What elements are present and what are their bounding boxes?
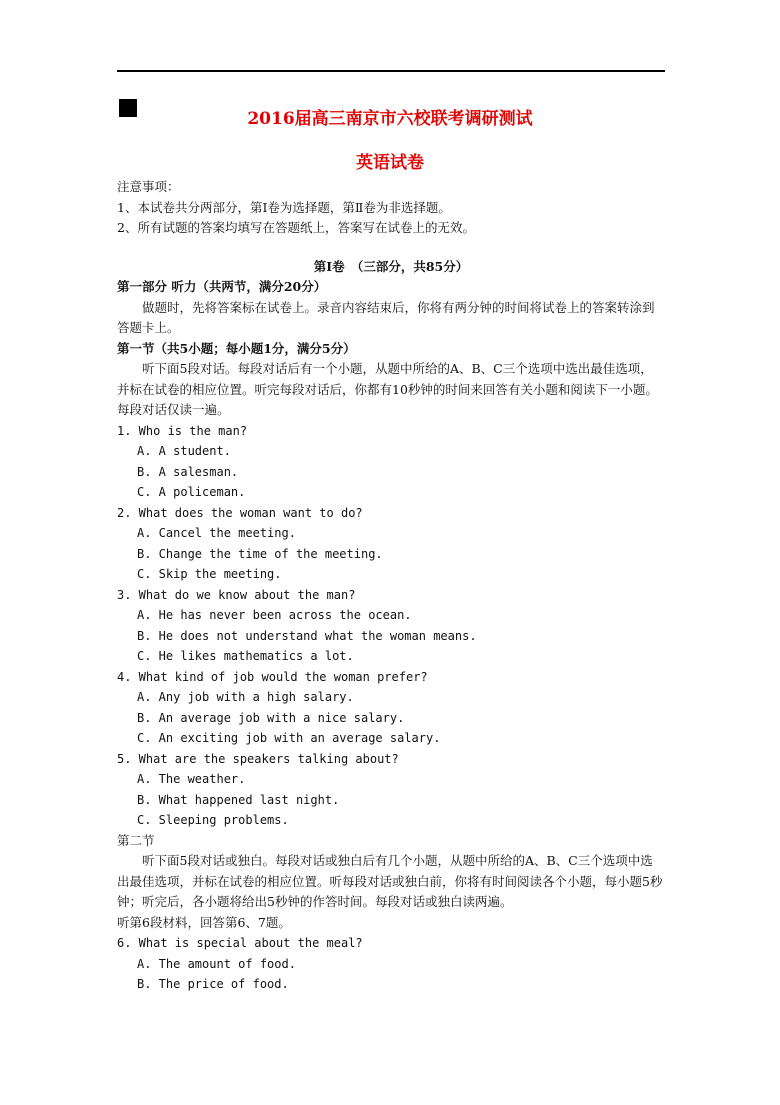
question-text: 5. What are the speakers talking about? — [117, 751, 399, 766]
question-block — [117, 933, 665, 995]
exam-content — [117, 177, 665, 995]
question-block — [117, 503, 665, 585]
question-text: 3. What do we know about the man? — [117, 587, 356, 602]
option: C. A policeman. — [137, 485, 246, 499]
section2-material: 听第6段材料，回答第6、7题。 — [117, 914, 291, 930]
option: A. The weather. — [137, 772, 246, 786]
question-block — [117, 421, 665, 503]
option: C. An exciting job with an average salary. — [137, 731, 441, 745]
option: B. He does not understand what the woman means. — [137, 628, 477, 643]
option: B. An average job with a nice salary. — [137, 710, 405, 725]
section1-instructions: 听下面5段对话。每段对话后有一个小题，从题中所给的A、B、C三个选项中选出最佳选项，并标在试卷的相应位置。听完每段对话后，你都有10秒钟的时间来回答有关小题和阅读下一小题。每段对话仅读一遍。 — [117, 361, 658, 417]
question-text: 6. What is special about the meal? — [117, 936, 363, 950]
option: C. Sleeping problems. — [137, 813, 289, 827]
question-text: 1. Who is the man? — [117, 423, 248, 438]
question-block — [117, 585, 665, 667]
option: C. Skip the meeting. — [137, 567, 282, 581]
option: A. A student. — [137, 444, 231, 458]
option: B. A salesman. — [137, 464, 239, 479]
top-rule — [117, 70, 665, 72]
option: B. Change the time of the meeting. — [137, 546, 383, 561]
option: A. Any job with a high salary. — [137, 690, 354, 704]
notes-heading: 注意事项： — [117, 179, 180, 194]
note-item: 2、所有试题的答案均填写在答题纸上，答案写在试卷上的无效。 — [117, 220, 475, 235]
question-text: 2. What does the woman want to do? — [117, 505, 363, 520]
option: B. The price of food. — [137, 977, 289, 991]
question-text: 4. What kind of job would the woman prefer? — [117, 669, 428, 684]
exam-subtitle: 英语试卷 — [356, 153, 424, 173]
option: C. He likes mathematics a lot. — [137, 649, 354, 663]
section2-heading: 第二节 — [117, 832, 155, 848]
volume-heading: 第Ⅰ卷 （三部分，共85分） — [313, 258, 469, 274]
part1-instructions: 做题时，先将答案标在试卷上。录音内容结束后，你将有两分钟的时间将试卷上的答案转涂到答题卡上。 — [117, 299, 655, 335]
question-block — [117, 667, 665, 749]
option: A. The amount of food. — [137, 956, 296, 971]
exam-title: 2016届高三南京市六校联考调研测试 — [247, 109, 533, 129]
option: A. Cancel the meeting. — [137, 526, 296, 540]
option: B. What happened last night. — [137, 792, 340, 807]
section1-heading: 第一节（共5小题；每小题1分，满分5分） — [117, 340, 356, 356]
note-item: 1、本试卷共分两部分，第Ⅰ卷为选择题，第Ⅱ卷为非选择题。 — [117, 199, 451, 215]
part1-heading: 第一部分 听力（共两节，满分20分） — [117, 279, 327, 294]
section2-instructions: 听下面5段对话或独白。每段对话或独白后有几个小题，从题中所给的A、B、C三个选项中选出最佳选项，并标在试卷的相应位置。听每段对话或独白前，你将有时间阅读各个小题，每小题5秒钟；听完后，各小题将给出5秒钟的作答时间。每段对话或独白读两遍。 — [117, 853, 663, 909]
question-block — [117, 749, 665, 831]
option: A. He has never been across the ocean. — [137, 608, 412, 622]
